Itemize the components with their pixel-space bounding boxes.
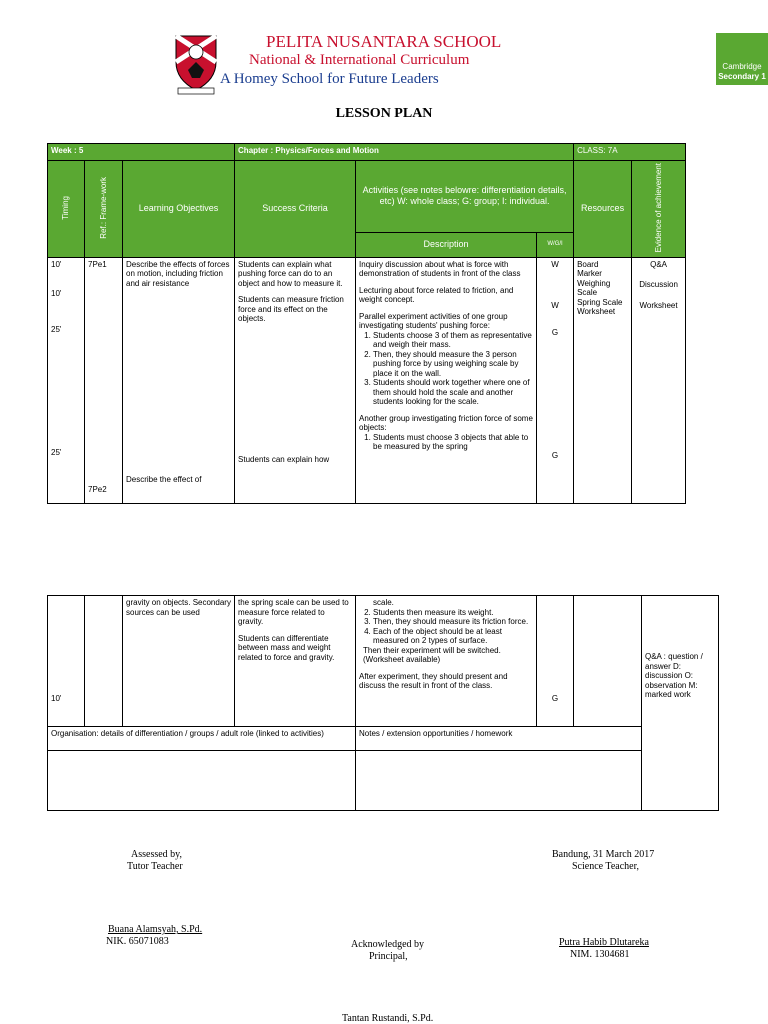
timing-cell: 10' 10' 25' 25' xyxy=(48,257,85,503)
curriculum-line: National & International Curriculum xyxy=(249,52,470,68)
principal-name: Tantan Rustandi, S.Pd. xyxy=(342,1013,434,1024)
school-name: PELITA NUSANTARA SCHOOL xyxy=(266,32,502,51)
acknowledged-label: Acknowledged by xyxy=(351,939,425,950)
header-evidence: Evidence of achievement xyxy=(632,161,686,258)
header-ref: Ref.: Frame-work xyxy=(85,161,123,258)
evidence-legend-cell: Q&A : question / answer D: discussion O: observation M: marked work xyxy=(642,596,719,811)
notes-body xyxy=(356,751,642,811)
timing-cell-2: 10' xyxy=(48,596,85,727)
assessor-name: Buana Alamsyah, S.Pd. xyxy=(108,924,203,935)
page-title: LESSON PLAN xyxy=(335,106,433,121)
cambridge-line2: Secondary 1 xyxy=(718,72,766,81)
notes-cell: Notes / extension opportunities / homework xyxy=(356,727,642,751)
header-success: Success Criteria xyxy=(235,161,356,258)
assessed-label: Assessed by, xyxy=(131,849,183,860)
assessor-nik: NIK. 65071083 xyxy=(106,936,169,947)
description-cell: Inquiry discussion about what is force with demonstration of students in front of the class Lecturing about force related to friction, and weight concept. Parallel experiment activities of one group investigating students' pushing force: 1. Students choose 3 of them as representative and weigh their mass. 2. Then, they should measure the 3 person pushing force by using weighing scale by place it on the wall. 3. Students should work together where one of them should hold the scale and another students looking for the scale. Another group investigating friction force of some objects: 1. Students must choose 3 objects that able to be measured by the spring xyxy=(356,257,537,503)
wgi-cell-2: G xyxy=(537,596,574,727)
header-wgi: W/G/I xyxy=(537,232,574,257)
header-timing: Timing xyxy=(48,161,85,258)
objectives-cell-2: gravity on objects. Secondary sources can be used xyxy=(123,596,235,727)
description-cell-2: scale. 2. Students then measure its weight. 3. Then, they should measure its friction force. 4. Each of the object should be at least measured on 2 types of surface. Then their experiment will be switched. (Worksheet available) After experiment, they should present and discuss the result in front of the class. xyxy=(356,596,537,727)
success-cell: Students can explain what pushing force can do to an object and how to measure it. Students can measure friction force and its effect on the objects. Students can explain how xyxy=(235,257,356,503)
principal-label: Principal, xyxy=(369,951,408,962)
tutor-label: Tutor Teacher xyxy=(127,861,183,872)
resources-cell-2 xyxy=(574,596,642,727)
resources-cell: Board Marker Weighing Scale Spring Scale Worksheet xyxy=(574,257,632,503)
teacher-name: Putra Habib Dlutareka xyxy=(559,937,649,948)
success-cell-2: the spring scale can be used to measure force related to gravity. Students can differentiate between mass and weight related to force and gravity. xyxy=(235,596,356,727)
cambridge-line1: Cambridge xyxy=(722,62,762,71)
header-description: Description xyxy=(356,232,537,257)
science-teacher-label: Science Teacher, xyxy=(572,861,640,872)
place-date: Bandung, 31 March 2017 xyxy=(552,849,655,860)
week-cell: Week : 5 xyxy=(48,144,235,161)
organisation-body xyxy=(48,751,356,811)
organisation-cell: Organisation: details of differentiation / groups / adult role (linked to activities) xyxy=(48,727,356,751)
objectives-cell: Describe the effects of forces on motion, including friction and air resistance Describe the effect of xyxy=(123,257,235,503)
ref-cell-2 xyxy=(85,596,123,727)
evidence-cell: Q&A Discussion Worksheet xyxy=(632,257,686,503)
ref-cell: 7Pe1 7Pe2 xyxy=(85,257,123,503)
wgi-cell: W W G G xyxy=(537,257,574,503)
cambridge-logo xyxy=(716,33,768,85)
header-objectives: Learning Objectives xyxy=(123,161,235,258)
teacher-nim: NIM. 1304681 xyxy=(570,949,630,960)
class-cell: CLASS: 7A xyxy=(574,144,686,161)
header-resources: Resources xyxy=(574,161,632,258)
header-activities: Activities (see notes belowre: differentiation details, etc) W: whole class; G: group; I: individual. xyxy=(356,161,574,233)
lesson-plan-table-continued xyxy=(47,595,719,811)
chapter-cell: Chapter : Physics/Forces and Motion xyxy=(235,144,574,161)
lesson-plan-table xyxy=(47,143,686,504)
school-crest xyxy=(172,32,220,96)
school-motto: A Homey School for Future Leaders xyxy=(220,71,439,87)
